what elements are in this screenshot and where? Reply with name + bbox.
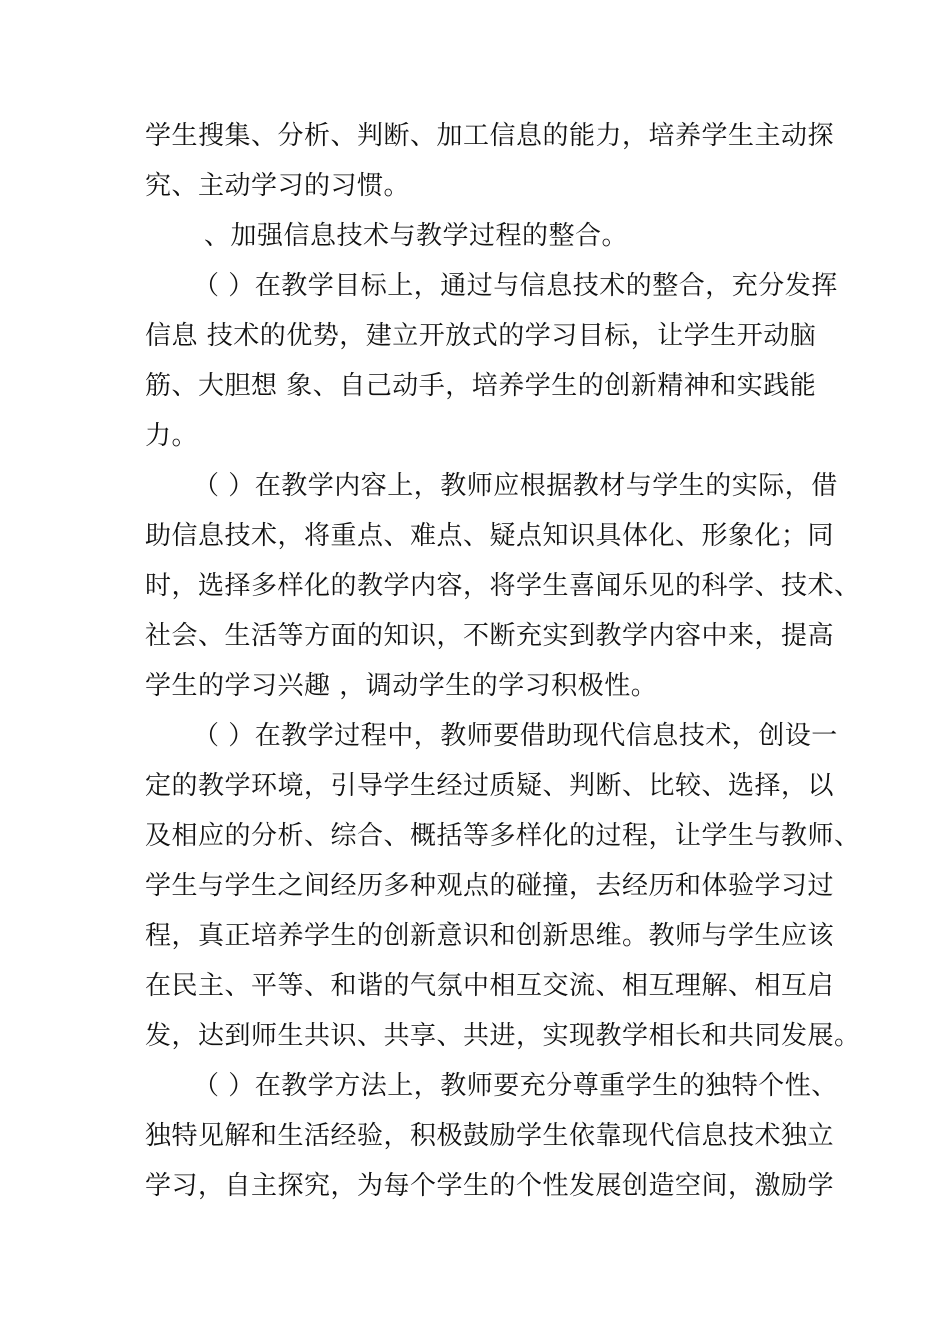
section-heading: 、加强信息技术与教学过程的整合。	[204, 221, 629, 251]
text-line: 独特见解和生活经验，积极鼓励学生依靠现代信息技术独立	[145, 1121, 835, 1151]
text-line: 时，选择多样化的教学内容，将学生喜闻乐见的科学、技术、	[145, 571, 861, 601]
text-line: 究、主动学习的习惯。	[145, 171, 411, 201]
text-line: 及相应的分析、综合、概括等多样化的过程，让学生与教师、	[145, 821, 861, 851]
text-line: 程，真正培养学生的创新意识和创新思维。教师与学生应该	[145, 921, 835, 951]
paragraph-start: （ ）在教学方法上，教师要充分尊重学生的独特个性、	[193, 1071, 838, 1101]
text-line: 学习，自主探究，为每个学生的个性发展创造空间，激励学	[145, 1171, 835, 1201]
text-line: 学生的学习兴趣 ，调动学生的学习积极性。	[145, 671, 658, 701]
text-line: 在民主、平等、和谐的气氛中相互交流、相互理解、相互启	[145, 971, 835, 1001]
paragraph-start: （ ）在教学内容上，教师应根据教材与学生的实际，借	[193, 471, 838, 501]
text-line: 社会、生活等方面的知识，不断充实到教学内容中来，提高	[145, 621, 835, 651]
text-line: 助信息技术，将重点、难点、疑点知识具体化、形象化；同	[145, 521, 835, 551]
paragraph-start: （ ）在教学目标上，通过与信息技术的整合，充分发挥	[193, 271, 838, 301]
text-line: 发，达到师生共识、共享、共进，实现教学相长和共同发展。	[145, 1021, 861, 1051]
text-line: 力。	[145, 421, 199, 451]
text-line: 学生与学生之间经历多种观点的碰撞，去经历和体验学习过	[145, 871, 835, 901]
paragraph-start: （ ）在教学过程中，教师要借助现代信息技术，创设一	[193, 721, 838, 751]
text-line: 信息 技术的优势，建立开放式的学习目标，让学生开动脑	[145, 321, 817, 351]
text-line: 定的教学环境，引导学生经过质疑、判断、比较、选择，以	[145, 771, 835, 801]
text-line: 筋、大胆想 象、自己动手，培养学生的创新精神和实践能	[145, 371, 817, 401]
text-line: 学生搜集、分析、判断、加工信息的能力，培养学生主动探	[145, 121, 835, 151]
